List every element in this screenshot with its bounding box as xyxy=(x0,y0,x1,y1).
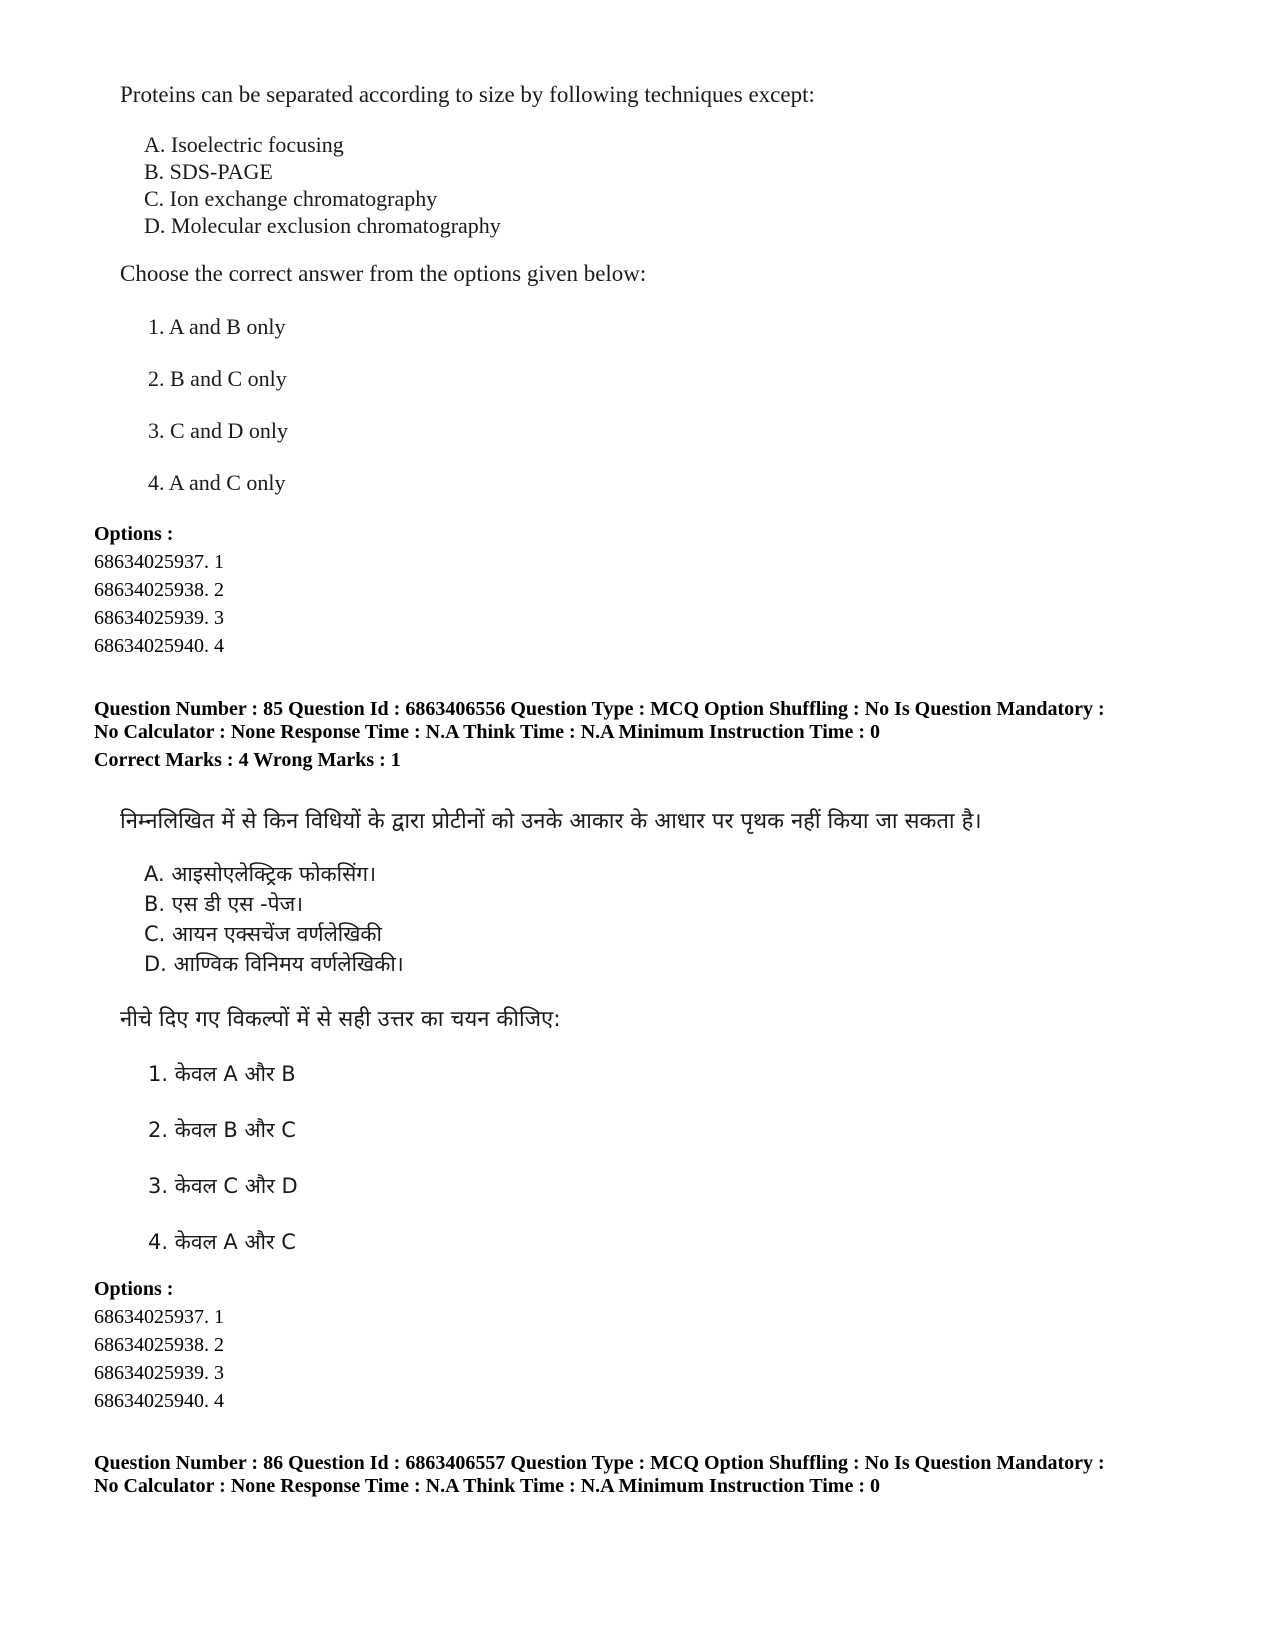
answer-choice-4: 4. A and C only xyxy=(148,470,286,495)
statement-c: C. Ion exchange chromatography xyxy=(144,186,438,211)
option-id-1: 68634025937. 1 xyxy=(94,551,224,573)
options-heading-2: Options : xyxy=(94,1278,174,1300)
statement-d: D. Molecular exclusion chromatography xyxy=(144,213,501,238)
question-stem-hindi: निम्नलिखित में से किन विधियों के द्वारा प्रोटीनों को उनके आकार के आधार पर पृथक नहीं किया जा सकता है। xyxy=(120,809,982,834)
option-id-3-b: 68634025939. 3 xyxy=(94,1362,224,1384)
statement-d-hindi: D. आण्विक विनिमय वर्णलेखिकी। xyxy=(144,952,404,976)
question-stem-english: Proteins can be separated according to size by following techniques except: xyxy=(120,82,815,107)
answer-choice-1: 1. A and B only xyxy=(148,314,286,339)
options-heading: Options : xyxy=(94,523,174,545)
statement-c-hindi: C. आयन एक्सचेंज वर्णलेखिकी xyxy=(144,922,382,946)
option-id-2: 68634025938. 2 xyxy=(94,579,224,601)
statement-b: B. SDS-PAGE xyxy=(144,159,273,184)
option-id-4: 68634025940. 4 xyxy=(94,635,224,657)
question-meta-line-2-q86: No Calculator : None Response Time : N.A Think Time : N.A Minimum Instruction Time : 0 xyxy=(94,1475,880,1497)
answer-choice-2: 2. B and C only xyxy=(148,366,287,391)
answer-choice-3-hindi: 3. केवल C और D xyxy=(148,1174,298,1198)
option-id-2-b: 68634025938. 2 xyxy=(94,1334,224,1356)
option-id-1-b: 68634025937. 1 xyxy=(94,1306,224,1328)
instruction-english: Choose the correct answer from the options given below: xyxy=(120,261,647,286)
statement-a: A. Isoelectric focusing xyxy=(144,132,344,157)
marks-line: Correct Marks : 4 Wrong Marks : 1 xyxy=(94,749,401,771)
instruction-hindi: नीचे दिए गए विकल्पों में से सही उत्तर का चयन कीजिए: xyxy=(120,1007,561,1032)
answer-choice-3: 3. C and D only xyxy=(148,418,288,443)
option-id-4-b: 68634025940. 4 xyxy=(94,1390,224,1412)
answer-choice-1-hindi: 1. केवल A और B xyxy=(148,1062,296,1086)
question-meta-line-2: No Calculator : None Response Time : N.A Think Time : N.A Minimum Instruction Time : 0 xyxy=(94,721,880,743)
statement-a-hindi: A. आइसोएलेक्ट्रिक फोकसिंग। xyxy=(144,862,377,886)
question-meta-line-1-q86: Question Number : 86 Question Id : 6863406557 Question Type : MCQ Option Shuffling : No Is Question Mandatory : xyxy=(94,1452,1105,1474)
answer-choice-4-hindi: 4. केवल A और C xyxy=(148,1230,296,1254)
answer-choice-2-hindi: 2. केवल B और C xyxy=(148,1118,296,1142)
option-id-3: 68634025939. 3 xyxy=(94,607,224,629)
question-meta-line-1: Question Number : 85 Question Id : 6863406556 Question Type : MCQ Option Shuffling : No Is Question Mandatory : xyxy=(94,698,1105,720)
statement-b-hindi: B. एस डी एस -पेज। xyxy=(144,892,304,916)
